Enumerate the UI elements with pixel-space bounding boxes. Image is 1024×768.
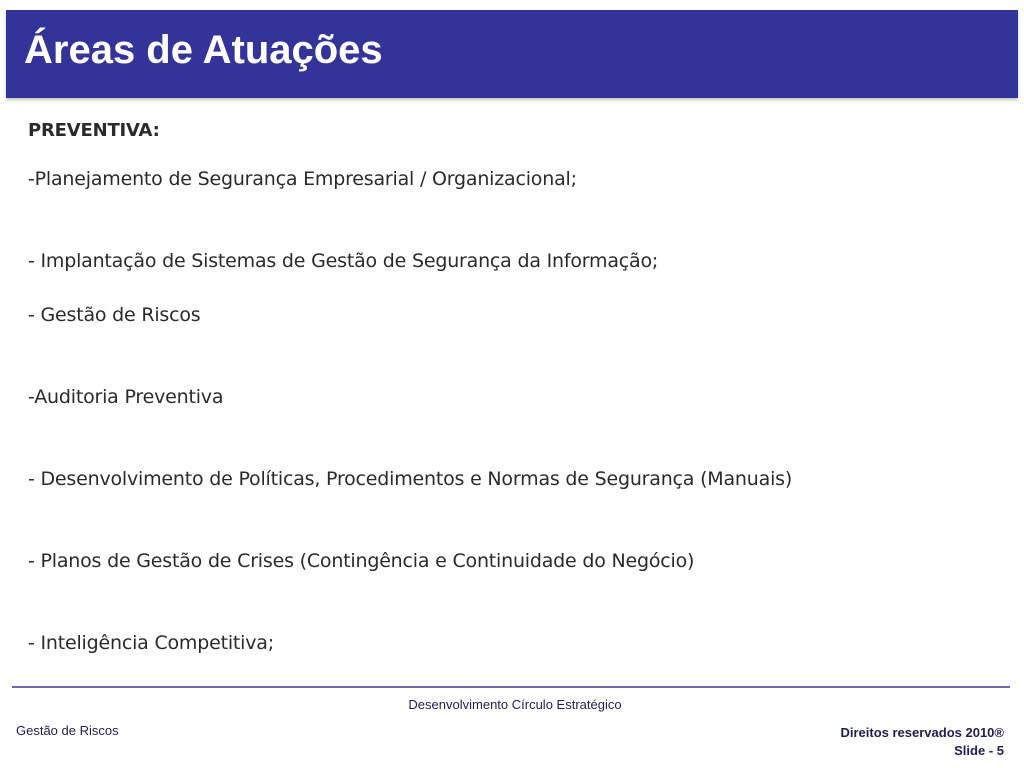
slide-title: Áreas de Atuações (24, 28, 383, 72)
list-item: - Desenvolvimento de Políticas, Procedimentos e Normas de Segurança (Manuais) (28, 468, 793, 490)
list-item: -Planejamento de Segurança Empresarial / Organizacional; (28, 168, 577, 190)
footer-organization: Desenvolvimento Círculo Estratégico (408, 697, 622, 712)
list-item: - Gestão de Riscos (28, 304, 201, 326)
list-item: - Inteligência Competitiva; (28, 632, 274, 654)
title-bar (6, 10, 1018, 98)
footer-copyright: Direitos reservados 2010® (840, 725, 1004, 740)
list-item: -Auditoria Preventiva (28, 386, 224, 408)
section-heading: PREVENTIVA: (28, 120, 160, 141)
footer-divider (12, 686, 1010, 688)
list-item: - Implantação de Sistemas de Gestão de Segurança da Informação; (28, 250, 659, 272)
list-item: - Planos de Gestão de Crises (Contingência e Continuidade do Negócio) (28, 550, 695, 572)
footer-topic: Gestão de Riscos (16, 723, 119, 738)
slide-number: Slide - 5 (954, 743, 1004, 758)
